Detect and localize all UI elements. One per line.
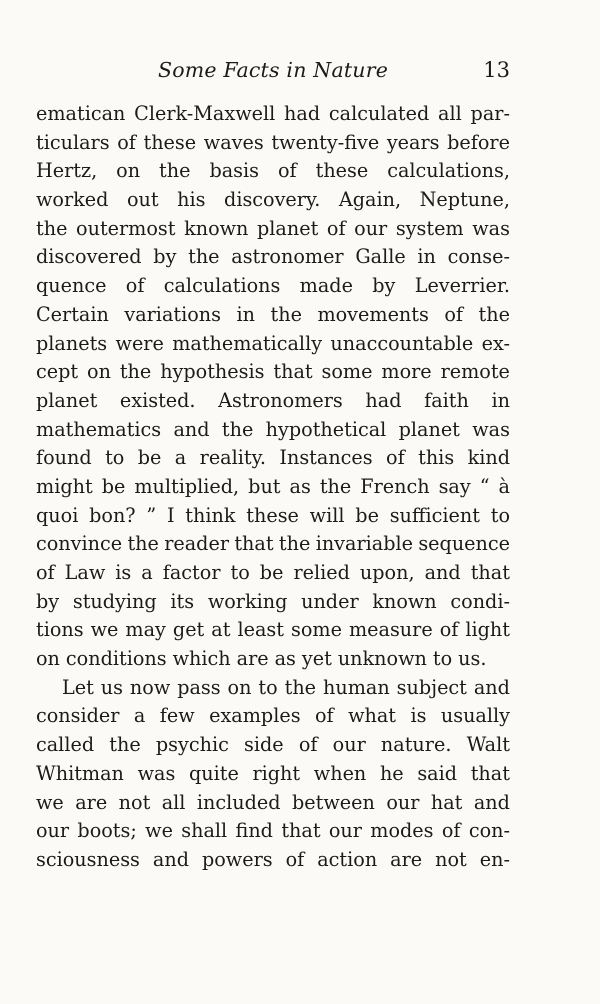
word: Astronomers: [218, 388, 343, 412]
word: pass: [177, 675, 221, 699]
word: had: [365, 388, 402, 412]
word: get: [172, 618, 205, 642]
word: are: [75, 790, 108, 814]
text-line: [36, 616, 510, 645]
word: examples: [209, 704, 301, 728]
word: planet: [398, 417, 460, 441]
word: Law: [64, 561, 106, 584]
word: calculations: [163, 274, 281, 298]
word: between: [292, 790, 375, 814]
word: upon,: [359, 561, 415, 584]
word: tions: [36, 618, 84, 642]
text-line: [36, 473, 510, 502]
word: at: [211, 618, 231, 642]
word: the: [478, 302, 510, 326]
word: this: [418, 446, 455, 470]
word: by: [372, 274, 396, 298]
word: our: [328, 819, 362, 843]
word: us.: [458, 647, 487, 671]
word: usually: [440, 704, 510, 728]
word: multiplied,: [134, 474, 240, 498]
word: sufficient: [389, 503, 480, 527]
word: will: [309, 503, 345, 527]
word: unknown: [337, 647, 427, 671]
word: to: [258, 675, 278, 699]
word: condi-: [450, 589, 510, 613]
word: sciousness: [36, 847, 140, 871]
word: hypothetical: [265, 417, 387, 441]
word: and: [173, 417, 210, 441]
word: in: [491, 388, 510, 412]
word: before: [447, 130, 510, 154]
word: the: [319, 474, 352, 498]
word: is: [410, 704, 427, 728]
word: was: [472, 216, 510, 240]
word: in: [236, 302, 255, 326]
word: years: [386, 130, 440, 154]
word: of: [441, 819, 461, 843]
text-line: [36, 330, 510, 359]
word: all: [438, 102, 462, 125]
word: hat: [430, 790, 463, 814]
word: said: [417, 761, 458, 785]
word: more: [381, 360, 432, 384]
word: ”: [146, 503, 157, 527]
word: may: [125, 618, 166, 642]
word: consider: [36, 704, 120, 728]
word: some: [290, 618, 342, 642]
word: calculated: [328, 102, 430, 125]
word: but: [248, 474, 281, 498]
word: unaccountable: [330, 331, 474, 355]
word: which: [172, 647, 231, 671]
word: on: [227, 675, 252, 699]
word: that: [470, 561, 510, 584]
word: might: [36, 474, 93, 498]
word: Certain: [36, 302, 109, 326]
word: reality.: [199, 446, 266, 470]
word: to: [432, 647, 453, 671]
word: a: [141, 561, 153, 584]
word: action: [317, 847, 378, 871]
word: remote: [440, 360, 510, 384]
word: the: [278, 532, 311, 556]
text-line: [36, 186, 510, 215]
word: the: [221, 417, 254, 441]
word: conditions: [65, 647, 167, 671]
word: that: [281, 819, 321, 843]
word: his: [177, 188, 206, 212]
word: astronomer: [231, 245, 344, 269]
word: is: [115, 561, 132, 584]
word: movements: [317, 302, 429, 326]
word: existed.: [119, 388, 196, 412]
word: the: [109, 733, 141, 757]
word: sequence: [418, 532, 510, 556]
word: worked: [36, 188, 109, 212]
word: of: [277, 159, 297, 183]
word: on: [116, 159, 141, 183]
word: all: [161, 790, 186, 814]
word: studying: [72, 589, 157, 613]
word: boots;: [77, 819, 137, 843]
word: the: [127, 532, 159, 556]
text-line: [36, 129, 510, 158]
word: think: [185, 503, 236, 527]
word: were: [115, 331, 164, 355]
word: quoi: [36, 503, 79, 527]
text-line: [36, 444, 510, 473]
word: and: [152, 847, 189, 871]
word: out: [126, 188, 159, 212]
text-line: [36, 559, 510, 588]
word: and: [424, 561, 461, 584]
word: of: [386, 446, 405, 470]
word: Again,: [338, 188, 402, 212]
word: convince: [36, 532, 123, 556]
text-line: [36, 272, 510, 301]
word: we: [145, 819, 173, 843]
text-line: [36, 588, 510, 617]
word: Leverrier.: [414, 274, 510, 298]
word: the: [159, 159, 191, 183]
running-title: Some Facts in Nature: [157, 58, 389, 82]
word: as: [289, 474, 311, 498]
word: find: [235, 819, 273, 843]
text-line: [36, 387, 510, 416]
word: variations: [124, 302, 221, 326]
word: the: [270, 302, 302, 326]
word: be: [137, 446, 162, 470]
word: least: [237, 618, 284, 642]
word: planets: [36, 331, 108, 355]
word: factor: [162, 561, 221, 584]
word: human: [322, 675, 390, 699]
word: that: [470, 761, 510, 785]
word: conse-: [447, 245, 510, 269]
word: our: [386, 790, 420, 814]
word: had: [284, 102, 321, 125]
word: our: [354, 216, 388, 240]
word: by: [153, 245, 177, 269]
word: and: [473, 675, 510, 699]
word: calculations,: [387, 159, 510, 183]
word: now: [129, 675, 171, 699]
word: relied: [293, 561, 350, 584]
word: the: [188, 245, 220, 269]
word: of: [117, 130, 136, 154]
word: are: [236, 647, 269, 671]
word: in: [417, 245, 436, 269]
word: invariable: [315, 532, 413, 556]
word: be: [355, 503, 379, 527]
word: ticulars: [36, 130, 110, 154]
word: waves: [203, 130, 264, 154]
word: that: [234, 532, 274, 556]
word: I: [166, 503, 175, 527]
word: found: [36, 446, 92, 470]
word: on: [36, 647, 60, 671]
word: system: [395, 216, 464, 240]
word: be: [101, 474, 126, 498]
word: these: [246, 503, 299, 527]
word: hypothesis: [160, 360, 265, 384]
word: us: [100, 675, 123, 699]
word: of: [285, 847, 305, 871]
word: right: [252, 761, 301, 785]
running-head: [36, 55, 510, 85]
word: faith: [424, 388, 469, 412]
word: of: [439, 618, 459, 642]
word: planet: [36, 388, 98, 412]
word: was: [137, 761, 176, 785]
text-line: [36, 731, 510, 760]
word: Clerk-Maxwell: [134, 102, 276, 125]
word: to: [230, 561, 250, 584]
word: was: [472, 417, 510, 441]
word: subject: [396, 675, 467, 699]
word: measure: [348, 618, 433, 642]
text-line: [36, 817, 510, 846]
word: of: [298, 733, 318, 757]
text-line: [36, 846, 510, 875]
word: not: [118, 790, 151, 814]
text-line: [36, 100, 510, 129]
word: light: [465, 618, 510, 642]
word: quence: [36, 274, 107, 298]
word: quite: [188, 761, 239, 785]
word: Instances: [279, 446, 373, 470]
word: called: [36, 733, 95, 757]
word: are: [390, 847, 423, 871]
word: con-: [468, 819, 510, 843]
text-line: [36, 789, 510, 818]
word: few: [159, 704, 195, 728]
word: be: [259, 561, 284, 584]
word: these: [143, 130, 197, 154]
word: nature.: [380, 733, 452, 757]
word: Hertz,: [36, 159, 98, 183]
word: some: [321, 360, 373, 384]
text-line: [36, 674, 510, 703]
word: mathematically: [172, 331, 323, 355]
word: side: [244, 733, 284, 757]
word: ex-: [481, 331, 510, 355]
word: our: [332, 733, 366, 757]
word: shall: [181, 819, 228, 843]
word: reader: [164, 532, 229, 556]
word: we: [90, 618, 119, 642]
word: of: [444, 302, 463, 326]
word: Galle: [355, 245, 406, 269]
text-line: [36, 645, 510, 674]
word: of: [36, 561, 55, 584]
word: French: [360, 474, 430, 498]
word: bon?: [89, 503, 136, 527]
text-line: [36, 215, 510, 244]
word: working: [207, 589, 288, 613]
word: known: [372, 589, 437, 613]
word: kind: [467, 446, 510, 470]
word: the: [284, 675, 317, 699]
word: to: [105, 446, 125, 470]
word: a: [174, 446, 187, 470]
word: modes: [370, 819, 434, 843]
word: Walt: [466, 733, 510, 757]
word: a: [133, 704, 146, 728]
word: he: [379, 761, 404, 785]
word: cept: [36, 360, 79, 384]
page-number: 13: [483, 58, 510, 82]
word: psychic: [155, 733, 229, 757]
text-line: [36, 243, 510, 272]
text-line: [36, 530, 510, 559]
word: not: [435, 847, 467, 871]
word: included: [196, 790, 281, 814]
word: of: [314, 704, 334, 728]
word: outermost: [76, 216, 176, 240]
word: basis: [209, 159, 260, 183]
word: powers: [201, 847, 273, 871]
word: our: [36, 819, 70, 843]
word: Whitman: [36, 761, 124, 785]
word: its: [170, 589, 195, 613]
word: à: [498, 474, 510, 498]
word: planet: [257, 216, 319, 240]
word: discovered: [36, 245, 142, 269]
word: en-: [479, 847, 510, 871]
word: “: [479, 474, 490, 498]
word: what: [348, 704, 397, 728]
word: par-: [470, 102, 510, 125]
word: as: [274, 647, 296, 671]
word: of: [326, 216, 346, 240]
word: that: [273, 360, 313, 384]
word: under: [301, 589, 359, 613]
word: the: [119, 360, 152, 384]
word: these: [315, 159, 369, 183]
body-text: [36, 100, 510, 875]
word: known: [184, 216, 249, 240]
word: yet: [301, 647, 332, 671]
text-line: [36, 301, 510, 330]
word: Let: [62, 675, 94, 699]
word: made: [299, 274, 353, 298]
word: mathematics: [36, 417, 162, 441]
word: Neptune,: [419, 188, 510, 212]
word: we: [36, 790, 64, 814]
word: twenty-five: [271, 130, 380, 154]
word: discovery.: [224, 188, 321, 212]
word: of: [125, 274, 145, 298]
text-line: [36, 157, 510, 186]
text-line: [36, 358, 510, 387]
text-line: [36, 416, 510, 445]
text-line: [36, 502, 510, 531]
word: and: [473, 790, 510, 814]
word: by: [36, 589, 60, 613]
word: the: [36, 216, 68, 240]
word: to: [490, 503, 510, 527]
word: say: [438, 474, 471, 498]
text-line: [36, 760, 510, 789]
text-line: [36, 702, 510, 731]
word: on: [87, 360, 111, 384]
word: ematican: [36, 102, 126, 125]
word: when: [313, 761, 367, 785]
